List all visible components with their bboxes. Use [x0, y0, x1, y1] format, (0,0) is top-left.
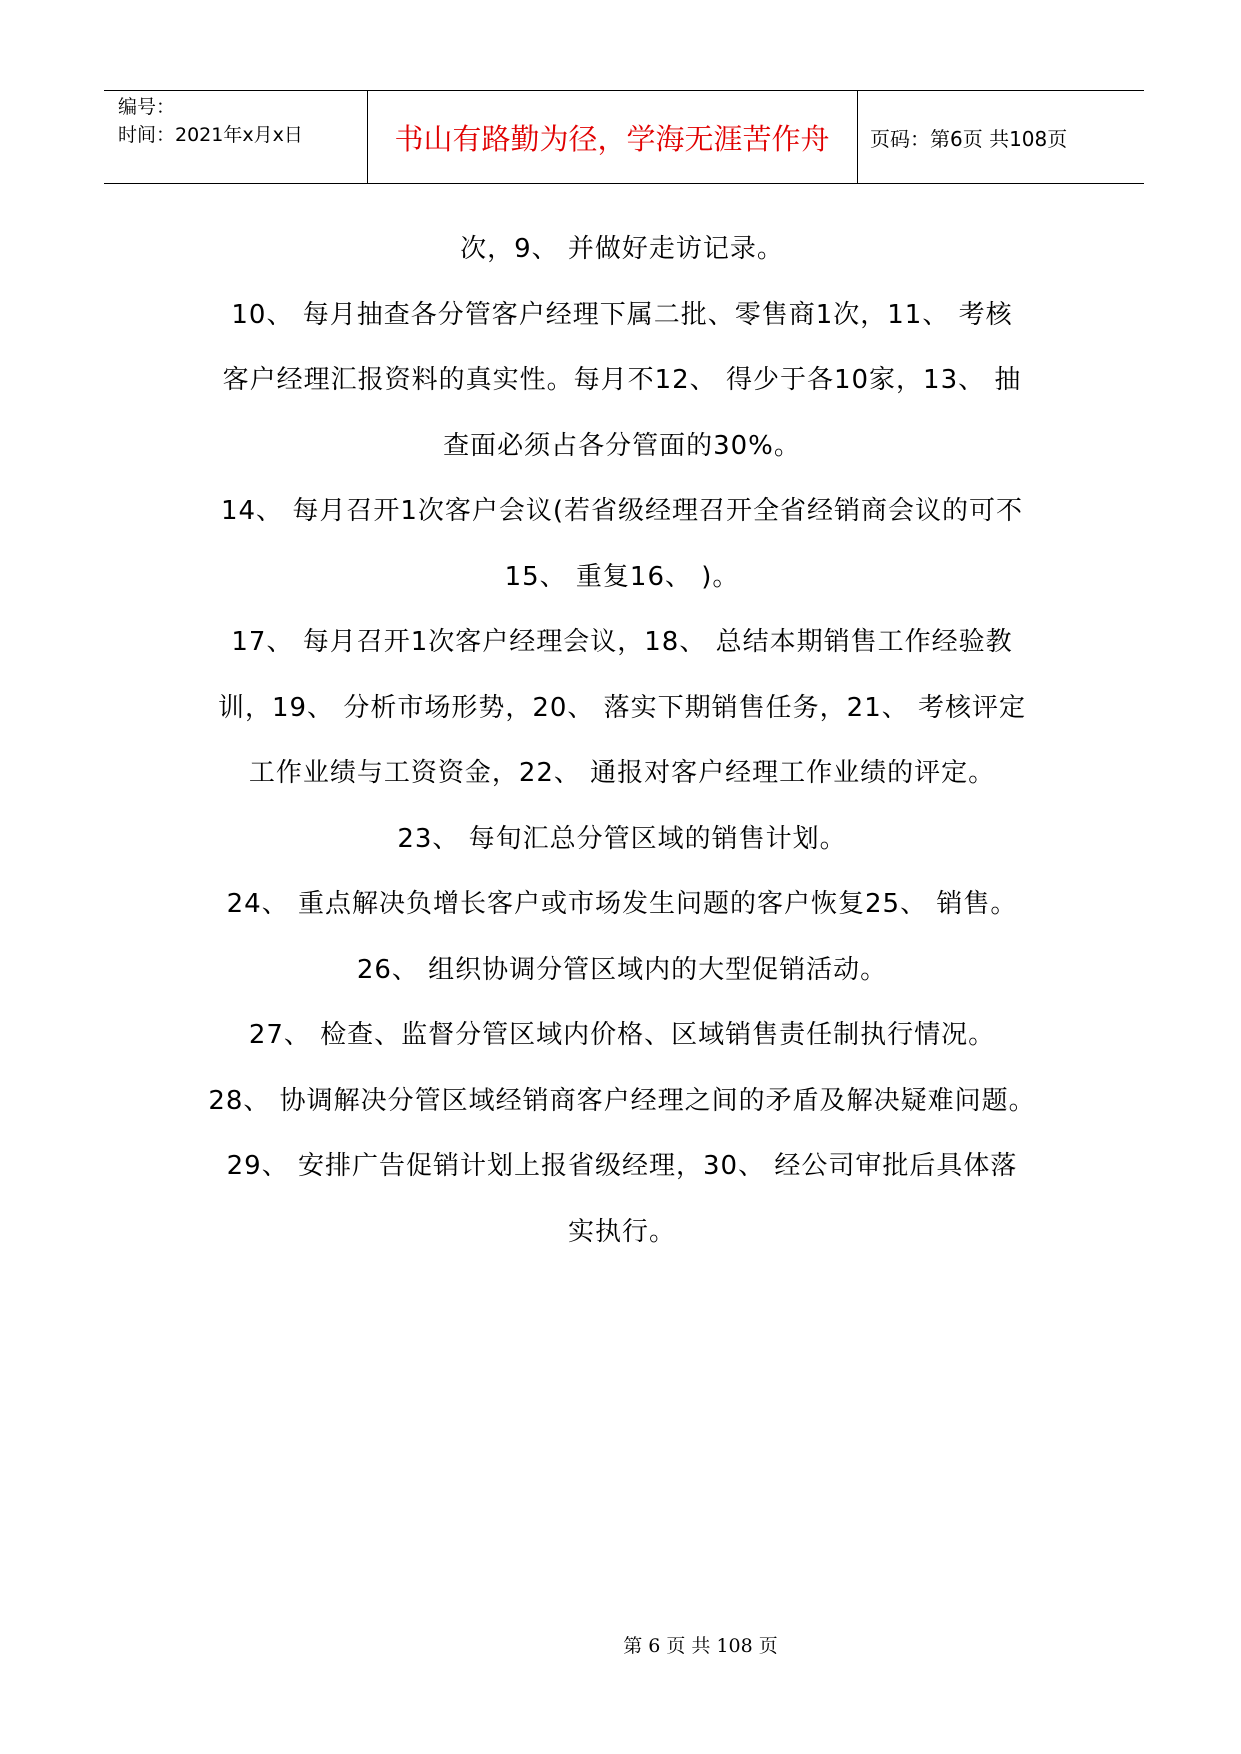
body-line: 客户经理汇报资料的真实性。每月不12、 得少于各10家，13、 抽	[222, 365, 1022, 395]
page-footer: 第 6 页 共 108 页	[623, 1635, 778, 1657]
body-line: 实执行。	[567, 1216, 676, 1247]
document-number-label: 编号：	[118, 96, 176, 118]
body-line: 次，9、 并做好走访记录。	[460, 234, 784, 264]
header-page-info: 页码：第6页 共108页	[870, 126, 1068, 151]
body-line: 15、 重复16、 )。	[504, 561, 740, 592]
body-line: 查面必须占各分管面的30%。	[443, 430, 801, 461]
header-meta	[118, 93, 303, 149]
document-time-label: 时间：2021年x月x日	[118, 124, 303, 146]
body-line: 训，19、 分析市场形势，20、 落实下期销售任务，21、 考核评定	[217, 692, 1027, 723]
body-line: 23、 每旬汇总分管区域的销售计划。	[397, 823, 847, 854]
body-line: 28、 协调解决分管区域经销商客户经理之间的矛盾及解决疑难问题。	[208, 1085, 1036, 1116]
document-header	[104, 90, 1144, 184]
body-line: 17、 每月召开1次客户经理会议，18、 总结本期销售工作经验教	[231, 627, 1013, 657]
body-line: 24、 重点解决负增长客户或市场发生问题的客户恢复25、 销售。	[226, 889, 1018, 919]
body-line: 10、 每月抽查各分管客户经理下属二批、零售商1次，11、 考核	[231, 299, 1013, 330]
body-line: 工作业绩与工资资金，22、 通报对客户经理工作业绩的评定。	[248, 758, 996, 788]
body-line: 26、 组织协调分管区域内的大型促销活动。	[356, 954, 888, 985]
body-line: 14、 每月召开1次客户会议(若省级经理召开全省经销商会议的可不	[220, 496, 1024, 526]
document-body	[180, 217, 1064, 1265]
header-divider	[857, 91, 858, 183]
body-line: 27、 检查、监督分管区域内价格、区域销售责任制执行情况。	[248, 1020, 996, 1050]
body-line: 29、 安排广告促销计划上报省级经理，30、 经公司审批后具体落	[226, 1151, 1018, 1181]
header-motto: 书山有路勤为径，学海无涯苦作舟	[394, 121, 830, 156]
